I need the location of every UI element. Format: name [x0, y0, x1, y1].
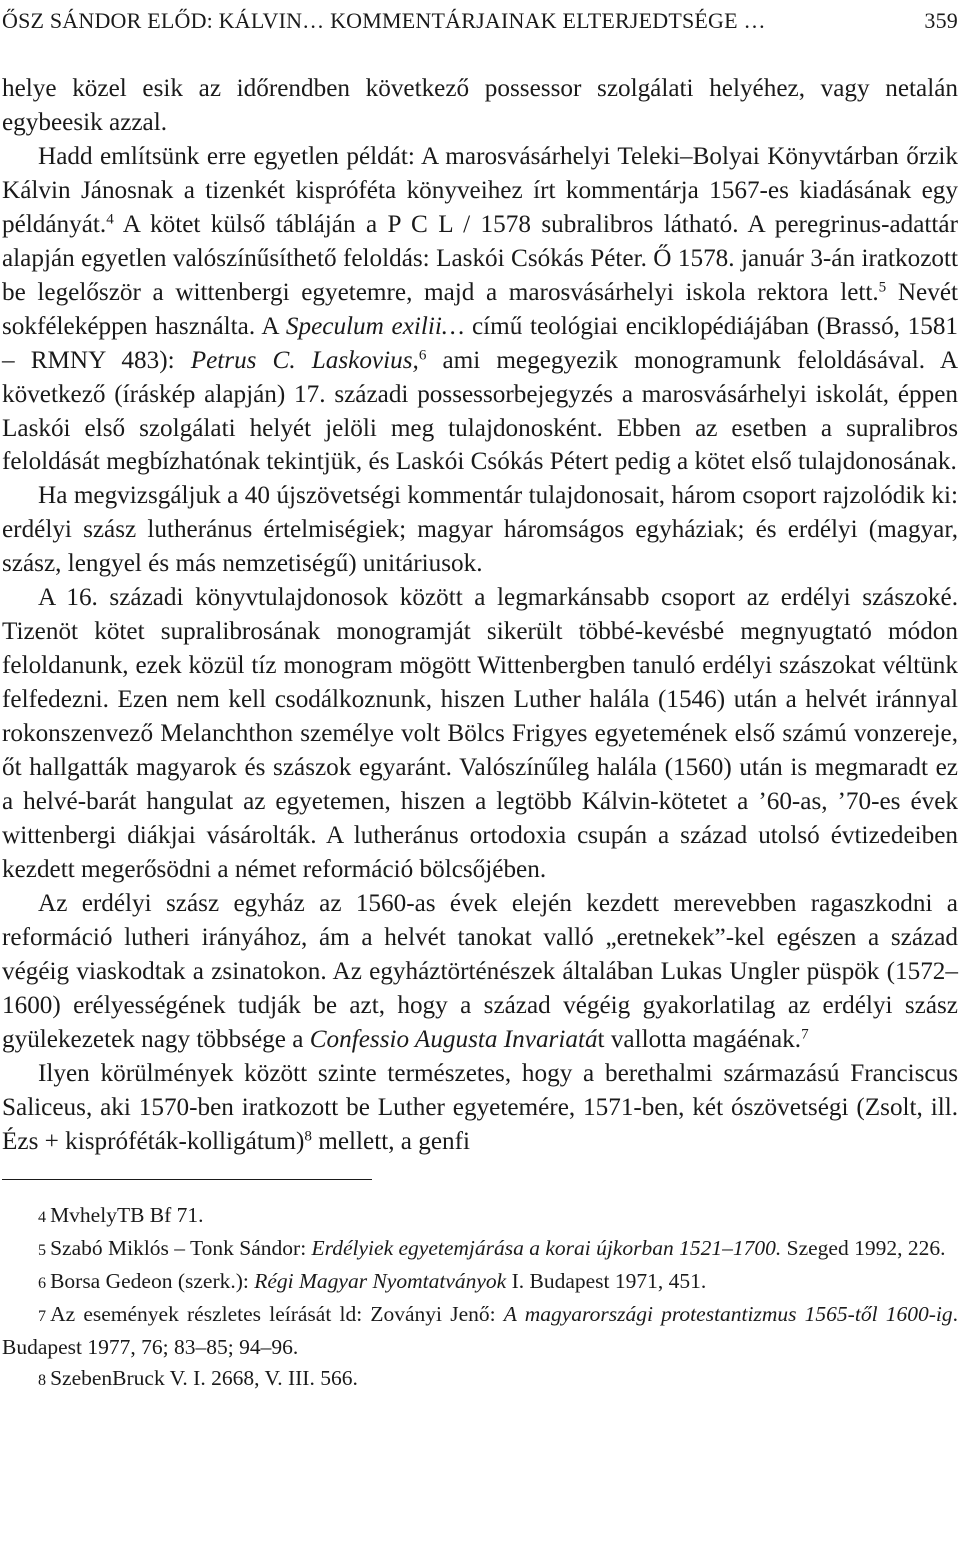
footnote-ref-7[interactable]: 7 [801, 1026, 809, 1043]
cited-title: Régi Magyar Nyomtatványok [254, 1268, 507, 1293]
footnote-5 [2, 1233, 958, 1266]
footnote-number: 7 [38, 1307, 47, 1325]
paragraph-3-text: Ha megvizsgáljuk a 40 újszövetségi kommentár tulajdonosait, három csoport rajzolódik ki: erdélyi szász lutheránus értelmiségiek; magyar háromságos egyháziak; és erdélyi (magyar, szász, lengyel és más nemzetiségű) unitáriusok. [2, 482, 958, 578]
footnote-number: 5 [38, 1241, 47, 1259]
footnote-number: 4 [38, 1208, 47, 1226]
paragraph-4 [2, 581, 958, 887]
footnote-text: SzebenBruck V. I. 2668, V. III. 566. [50, 1365, 358, 1390]
paragraph-5 [2, 887, 958, 1057]
paragraph-2-text-d: című teológiai enciklopédiájában (Brassó, 1581 – RMNY 483): [2, 312, 959, 374]
footnote-4 [2, 1200, 958, 1233]
paragraph-3 [2, 479, 958, 581]
paragraph-6-text-a: Ilyen körülmények között szinte természetes, hogy a berethalmi származású Franciscus Saliceus, aki 1570-ben iratkozott be Luther egyetemére, 1571-ben, két ószövetségi (Zsolt, ill. Ézs + kispróféták-kolligátum) [2, 1059, 958, 1155]
paragraph-1-text: helye közel esik az időrendben következő possessor szolgálati helyéhez, vagy netalán egybeesik azzal. [2, 75, 958, 136]
footnote-number: 6 [38, 1274, 47, 1292]
paragraph-5-text-a: Az erdélyi szász egyház az 1560-as évek elején kezdett merevebben ragaszkodni a reformáció lutheri irányához, ám a helvét tanokat valló „eretnekek”-kel egészen a század végéig viaskodtak a zsinatokon. Az egyháztörténészek általában Lukas Ungler püspök (1572–1600) erélyességének tudják be azt, hogy a század végéig gyakorlatilag az erdélyi szász gyülekezetek nagy többsége a [2, 889, 958, 1053]
paragraph-5-text-b: t vallotta magáénak. [597, 1025, 802, 1053]
book-page [2, 0, 958, 1396]
confessio-title: Confessio Augusta Invariatá [309, 1025, 598, 1053]
footnote-text: MvhelyTB Bf 71. [50, 1202, 204, 1227]
paragraph-2 [2, 140, 958, 480]
footnote-ref-5[interactable]: 5 [878, 279, 887, 296]
running-title: ŐSZ SÁNDOR ELŐD: KÁLVIN… KOMMENTÁRJAINAK ELTERJEDTSÉGE … [2, 8, 766, 33]
footnote-text: Szeged 1992, 226. [781, 1235, 946, 1260]
footnote-6 [2, 1266, 958, 1299]
footnote-ref-8[interactable]: 8 [304, 1128, 312, 1145]
footnote-text: I. Budapest 1971, 451. [506, 1268, 707, 1293]
footnote-text: Borsa Gedeon (szerk.): [50, 1268, 255, 1293]
paragraph-2-text-e: ami megegyezik monogramunk feloldásával. A következő (íráskép alapján) 17. századi possessorbejegyzés a marosvásárhelyi iskolát, éppen Laskói első szolgálati helyét jelöli meg tulajdonosként. Ebben az esetben a supralibros feloldását megbízhatónak tekintjük, és Laskói Csókás Pétert pedig a kötet első tulajdonosának. [2, 346, 959, 476]
running-header [2, 4, 958, 38]
page-number: 359 [924, 8, 958, 33]
footnote-text: . Budapest 1977, 76; 83–85; 94–96. [2, 1301, 958, 1359]
main-text [2, 72, 958, 1159]
footnote-8 [2, 1363, 958, 1396]
paragraph-1 [2, 72, 958, 140]
paragraph-4-text: A 16. századi könyvtulajdonosok között a legmarkánsabb csoport az erdélyi szászoké. Tizenöt kötet supralibrosának monogramját sikerült többé-kevésbé megnyugtató módon feloldanunk, ezek közül tíz monogram mögött Wittenbergben tanuló erdélyi szászokat véltünk felfedezni. Ezen nem kell csodálkoznunk, hiszen Luther halála (1546) után a helvét iránnyal rokonszenvező Melanchthon személye volt Bölcs Frigyes egyetemének első számú vonzereje, őt hallgatták magyarok és szászok egyaránt. Valószínűleg halála (1560) után is megmaradt ez a helvé-barát hangulat az egyetemen, hiszen a legtöbb Kálvin-kötetet a ’60-as, ’70-es évek wittenbergi diákjai vásárolták. A lutheránus ortodoxia csupán a század utolsó évtizedeiben kezdett megerősödni a német reformáció bölcsőjében. [2, 584, 958, 883]
cited-title: Erdélyiek egyetemjárása a korai újkorban 1521–1700. [311, 1235, 782, 1260]
footnote-text: Szabó Miklós – Tonk Sándor: [50, 1235, 312, 1260]
footnote-divider [2, 1179, 372, 1180]
paragraph-6-text-b: mellett, a genfi [311, 1127, 471, 1155]
footnote-ref-4[interactable]: 4 [106, 211, 114, 228]
paragraph-6 [2, 1057, 958, 1159]
paragraph-2-text-c: Nevét sokféleképpen használta. A [2, 278, 958, 340]
paragraph-2-text-b: A kötet külső tábláján a P C L / 1578 subralibros látható. A peregrinus-adattár alapján egyetlen valószínűsíthető feloldás: Laskói Csókás Péter. Ő 1578. január 3-án iratkozott be legelőször a wittenbergi egyetemre, majd a marosvásárhelyi iskola rektora lett. [2, 210, 958, 306]
footnote-7 [2, 1299, 958, 1363]
footnote-number: 8 [38, 1371, 47, 1389]
author-latin-name: Petrus C. Laskovius, [190, 346, 419, 374]
speculum-title: Speculum exilii… [285, 312, 465, 340]
footnotes [2, 1200, 958, 1396]
footnote-text: Az események részletes leírását ld: Zoványi Jenő: [50, 1301, 504, 1326]
cited-title: A magyarországi protestantizmus 1565-től 1600-ig [503, 1301, 953, 1326]
footnote-ref-6[interactable]: 6 [418, 347, 427, 364]
paragraph-2-text-a: Hadd említsünk erre egyetlen példát: A marosvásárhelyi Teleki–Bolyai Könyvtárban őrzik Kálvin Jánosnak a tizenkét kispróféta könyveihez írt kommentárja 1567-es kiadásának egy példányát. [2, 142, 958, 238]
